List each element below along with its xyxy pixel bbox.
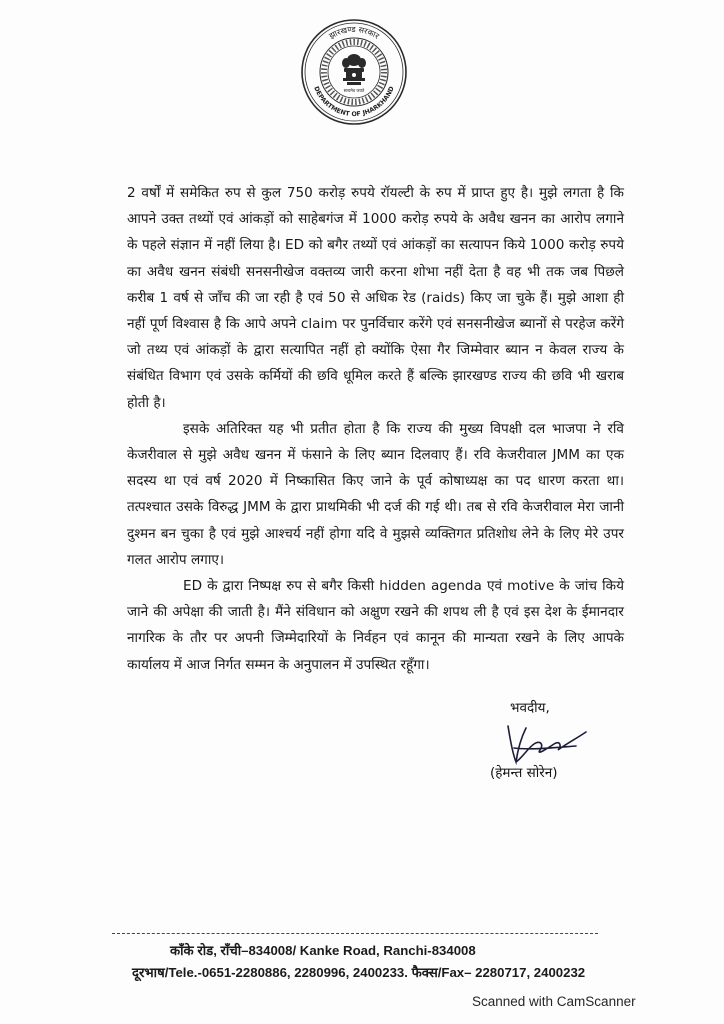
footer-phone: दूरभाष/Tele.-0651-2280886, 2280996, 2400233. फैक्स/Fax– 2280717, 2400232 xyxy=(132,965,586,980)
paragraph-1: 2 वर्षों में समेकित रुप से कुल 750 करोड़ रुपये रॉयल्टी के रुप में प्राप्त हुए है। मुझे लगता है कि आपने उक्त तथ्यों एवं आंकड़ों को साहेबगंज में 1000 करोड़ रुपये के अवैध खनन का आरोप लगाने के पहले संज्ञान में नहीं लिया है। ED को बगैर तथ्यों एवं आंकड़ों का सत्यापन किये 1000 करोड़ रुपये का अवैध खनन संबंधी सनसनीखेज वक्तव्य जारी करना शोभा नहीं देता है वह भी तक जब पिछले करीब 1 वर्ष से जाँच की जा रही है एवं 50 से अधिक रेड (raids) किए जा चुके हैं। मुझे आशा ही नहीं पूर्ण विश्वास है कि आपे अपने claim पर पुनर्विचार करेंगे एवं सनसनीखेज ब्यानों से परहेज करेंगे जो तथ्य एवं आंकड़ों के द्वारा सत्यापित नहीं हो क्योंकि ऐसा गैर जिम्मेवार ब्यान न केवल राज्य के संबंधित विभाग एवं उसके कर्मियों की छवि धूमिल करते हैं बल्कि झारखण्ड राज्य की छवि भी खराब होती है। xyxy=(127,185,624,411)
scanner-watermark: Scanned with CamScanner xyxy=(472,994,636,1009)
paragraph-3: ED के द्वारा निष्पक्ष रुप से बगैर किसी hidden agenda एवं motive के जांच किये जाने की अपेक्षा की जाती है। मैंने संविधान को अक्षुण रखने की शपथ ली है एवं इस देश के ईमानदार नागरिक के तौर पर अपनी जिम्मेदारियों के निर्वहन एवं कानून की मान्यता रखने के लिए आपके कार्यालय में आज निर्गत सम्मन के अनुपालन में उपस्थित रहूँगा। xyxy=(127,578,624,673)
svg-text:सत्यमेव जयते: सत्यमेव जयते xyxy=(343,88,365,93)
svg-text:झारखण्ड सरकार: झारखण्ड सरकार xyxy=(327,24,381,41)
closing-salutation: भवदीय, xyxy=(510,700,550,716)
svg-text:DEPARTMENT OF JHARKHAND: DEPARTMENT OF JHARKHAND xyxy=(312,85,396,119)
letter-body xyxy=(127,180,624,678)
government-seal-icon xyxy=(300,18,408,126)
signatory-name: (हेमन्त सोरेन) xyxy=(490,765,558,781)
paragraph-2: इसके अतिरिक्त यह भी प्रतीत होता है कि राज्य की मुख्य विपक्षी दल भाजपा ने रवि केजरीवाल से मुझे अवैध खनन में फंसाने के लिए ब्यान दिलवाए हैं। रवि केजरीवाल JMM का एक सदस्य था एवं वर्ष 2020 में निष्कासित किए जाने के पूर्व कोषाध्यक्ष का पद धारण करता था। तत्पश्चात उसके विरुद्ध JMM के द्वारा प्राथमिकी भी दर्ज की गई थी। तब से रवि केजरीवाल मेरा जानी दुश्मन बन चुका है एवं मुझे आश्चर्य नहीं होगा यदि वे मुझसे व्यक्तिगत प्रतिशोध लेने के लिए मेरे उपर गलत आरोप लगाए। xyxy=(127,420,624,568)
footer-divider xyxy=(112,933,598,935)
footer-address: काँके रोड, राँची–834008/ Kanke Road, Ranchi-834008 xyxy=(170,943,476,958)
